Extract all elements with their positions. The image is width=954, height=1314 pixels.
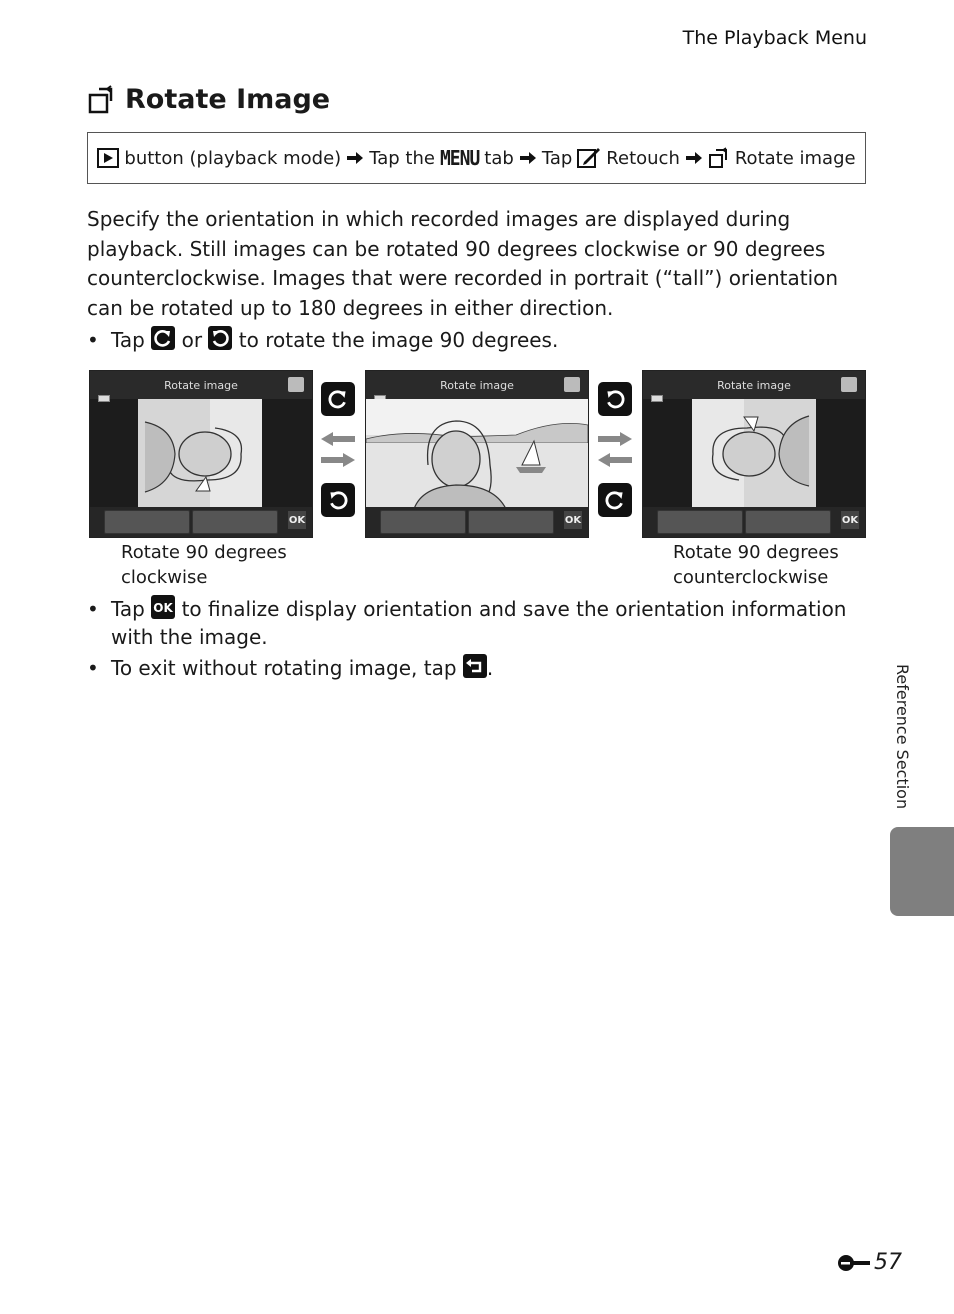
page-number-text: 57 [874, 1250, 902, 1275]
screen-bottombar [90, 507, 312, 537]
screen-rotated-counterclockwise [642, 370, 866, 538]
screen-title: Rotate image [717, 379, 791, 392]
nav-part6: Rotate image [734, 147, 856, 169]
nav-part1: button (playback mode) [124, 147, 342, 169]
screen-topbar [90, 371, 312, 399]
arrow-right-icon [685, 151, 703, 165]
back-icon [463, 654, 487, 678]
retouch-icon [577, 147, 601, 169]
bullet-exit [87, 654, 867, 682]
screen-bottombar [366, 507, 588, 537]
ok-button[interactable]: OK [564, 511, 582, 529]
rotate-image-icon [708, 147, 730, 169]
arrow-right-icon [346, 151, 364, 165]
bullet1-c: to rotate the image 90 degrees. [238, 328, 559, 352]
bullet-dot: • [87, 597, 99, 621]
rotate-counterclockwise-button[interactable] [192, 510, 278, 534]
original-photo [366, 399, 588, 509]
navigation-path [87, 132, 866, 184]
caption-line: Rotate 90 degrees [673, 542, 839, 563]
bullet-dot: • [87, 328, 99, 352]
rotate-clockwise-icon [151, 326, 175, 350]
rotate-image-icon [87, 85, 117, 115]
bullet2-a: Tap [111, 597, 145, 621]
menu-word: MENU [439, 145, 480, 171]
bullet2-b: to finalize display orientation and save the orientation information with the image. [111, 597, 847, 649]
back-icon [564, 377, 580, 392]
arrow-left-icon [321, 432, 355, 446]
arrow-right-icon [321, 453, 355, 467]
page-number [836, 1250, 902, 1275]
reference-section-label: Reference Section [893, 664, 912, 810]
screen-topbar [643, 371, 865, 399]
screen-title: Rotate image [440, 379, 514, 392]
rotate-counterclockwise-button[interactable] [745, 510, 831, 534]
caption-line: Rotate 90 degrees [121, 542, 287, 563]
battery-icon [651, 395, 663, 402]
bullet-rotate [87, 326, 867, 354]
bullet3-b: . [486, 656, 494, 680]
reference-section-icon [836, 1253, 872, 1273]
rotate-counterclockwise-icon [598, 382, 632, 416]
bullet-finalize [87, 595, 867, 651]
bullet-dot: • [87, 656, 99, 680]
screen-bottombar [643, 507, 865, 537]
playback-button-icon [97, 148, 119, 168]
battery-icon [98, 395, 110, 402]
screen-rotated-clockwise [89, 370, 313, 538]
nav-part2: Tap the [369, 147, 435, 169]
rotate-clockwise-icon [321, 382, 355, 416]
ok-button[interactable]: OK [288, 511, 306, 529]
ok-button[interactable]: OK [841, 511, 859, 529]
arrow-left-icon [598, 453, 632, 467]
nav-part3: tab [484, 147, 514, 169]
title-text: Rotate Image [125, 84, 331, 115]
bullet1-b: or [181, 328, 203, 352]
section-tab [890, 827, 954, 916]
screen-topbar [366, 371, 588, 399]
ok-icon [151, 595, 175, 619]
rotated-photo [692, 399, 816, 509]
bullet1-a: Tap [111, 328, 145, 352]
caption-line: counterclockwise [673, 567, 829, 588]
nav-part4: Tap [541, 147, 573, 169]
rotate-clockwise-icon [598, 483, 632, 517]
screen-title: Rotate image [164, 379, 238, 392]
rotated-photo [138, 399, 262, 509]
arrow-right-icon [598, 432, 632, 446]
svg-text:OK: OK [153, 601, 173, 615]
caption-counterclockwise [673, 540, 839, 590]
rotate-clockwise-button[interactable] [657, 510, 743, 534]
arrow-right-icon [519, 151, 537, 165]
rotate-clockwise-button[interactable] [380, 510, 466, 534]
rotate-counterclockwise-icon [208, 326, 232, 350]
intro-paragraph: Specify the orientation in which recorded images are displayed during playback. Still images can be rotated 90 degrees clockwise or 90 degrees counterclockwise. Images that were recorded in portrait (“tall”) orientation can be rotated up to 180 degrees in either direction. [87, 207, 839, 320]
rotate-clockwise-button[interactable] [104, 510, 190, 534]
section-header: The Playback Menu [682, 27, 867, 49]
caption-line: clockwise [121, 567, 208, 588]
nav-part5: Retouch [606, 147, 680, 169]
rotate-counterclockwise-button[interactable] [468, 510, 554, 534]
caption-clockwise [121, 540, 287, 590]
back-icon [841, 377, 857, 392]
back-icon [288, 377, 304, 392]
rotate-counterclockwise-icon [321, 483, 355, 517]
bullet3-a: To exit without rotating image, tap [111, 656, 457, 680]
screen-original [365, 370, 589, 538]
page-title [87, 84, 330, 115]
